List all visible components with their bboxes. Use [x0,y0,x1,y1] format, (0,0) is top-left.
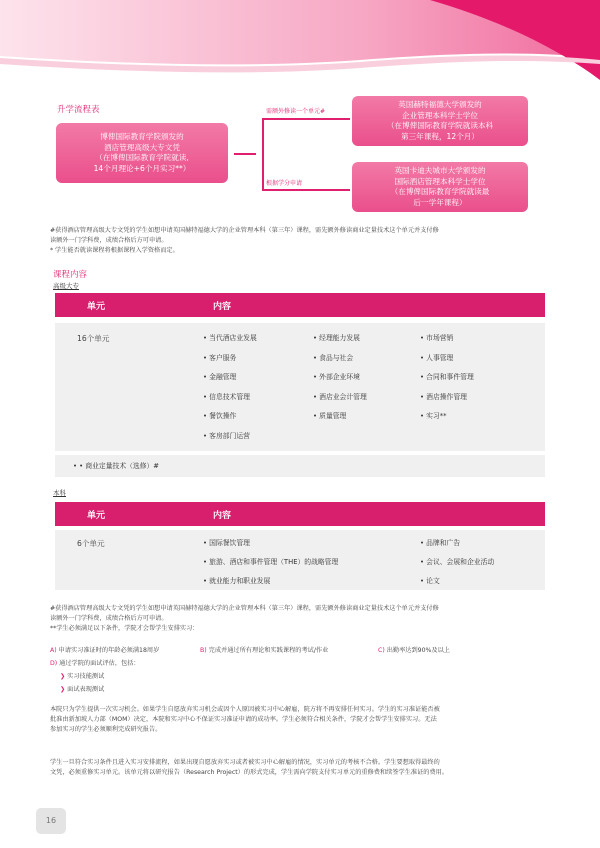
target-line: 英国赫特福德大学颁发的 [398,100,482,109]
paragraph-internship [50,705,440,735]
connector-line [262,189,350,191]
header-banner [0,0,600,82]
hertfordshire-box [352,96,528,146]
notes-bottom [50,604,439,634]
flow-title: 升学流程表 [57,105,100,115]
connector-line [262,118,350,120]
condition-d [50,659,140,669]
diploma-table-header [55,293,545,317]
paragraph-retake [50,758,448,778]
elective-item: • • 商业定量技术（选修）# [73,461,159,471]
paragraph-line: 本院只为学生提供一次实习机会。如果学生自愿放弃实习机会或因个人原因被实习中心解雇，院方将不再安排任何实习。学生的实习准证能否被 [50,706,440,713]
diploma-box-line: 酒店管理高级大专文凭 [104,142,180,152]
module-item: • 当代酒店业发展 [203,333,257,343]
chevron-right-icon: ❯ [60,686,66,693]
note-line: **学生必须满足以下条件，学院才会帮学生安排实习： [50,625,199,632]
note-line: #获得酒店管理高级大专文凭的学生如想申请英国赫特福德大学的企业管理本科（第三年）课程，需先额外修读商业定量技术这个单元并支付修 [50,605,439,612]
condition-key: C) [378,647,385,654]
module-item: • 餐饮操作 [203,411,257,421]
condition-b [200,646,328,656]
chevron-right-icon: ❯ [60,673,66,680]
note-line: #获得酒店管理高级大专文凭的学生如想申请英国赫特福德大学的企业管理本科（第三年）课程，需先额外修读商业定量技术这个单元并支付修 [50,227,439,234]
diploma-box-line: 14个月理论+6个月实习**） [93,163,191,173]
degree-table-body [55,530,545,590]
condition-subitem: 实习技能测试 [67,673,105,680]
module-item: • 旅游、酒店和事件管理（THE）的战略管理 [203,557,338,567]
module-item: • 实习** [420,411,474,421]
degree-col2 [420,538,494,586]
col-content-header: 内容 [213,302,232,312]
module-item: • 品牌和广告 [420,538,494,548]
paragraph-line: 批准由新加坡人力部（MOM）决定，本院和实习中心不保证实习准证申请的成功率。学生必须符合相关条件，学院才会帮学生安排实习。无法 [50,716,437,723]
module-item: • 外部企业环境 [313,372,367,382]
course-title: 课程内容 [53,270,88,280]
diploma-col2 [313,333,367,421]
condition-text: 通过学院的面试评估，包括： [59,660,140,667]
diploma-box-line: （在博俾国际教育学院就读, [95,153,189,162]
module-item: • 经理能力发展 [313,333,367,343]
module-item: • 国际餐饮管理 [203,538,338,548]
module-item: • 会议、会展和企业活动 [420,557,494,567]
condition-a [50,646,159,656]
target-line: 英国卡迪夫城市大学颁发的 [394,166,486,175]
module-item: • 合同和事件管理 [420,372,474,382]
paragraph-line: 文凭，必须重修实习单元。该单元将以研究报告（Research Project）的形式完成，学生需向学院支付实习单元的重修费和续签学生准证的费用。 [50,769,449,776]
paragraph-line: 参加实习的学生必须顺利完成研究报告。 [50,726,162,733]
note-line: 读额外一门学科费，成绩合格后方可申请。 [50,237,168,244]
condition-text: 出勤率达到90%及以上 [386,647,450,654]
condition-text: 申请实习准证时的年龄必须满18周岁 [58,647,160,654]
note-line: 读额外一门学科费，成绩合格后方可申请。 [50,615,168,622]
diploma-col1 [203,333,257,441]
connector-line [234,153,256,155]
condition-c [378,646,450,656]
cardiff-box [352,162,528,212]
module-item: • 质量管理 [313,411,367,421]
condition-d-item [60,672,104,682]
degree-label: 本科 [53,489,66,497]
target-line: 国际酒店管理本科学士学位 [394,176,486,186]
module-item: • 就业能力和职业发展 [203,576,338,586]
diploma-box-line: 博俾国际教育学院颁发的 [100,132,184,141]
diploma-table-body [55,323,545,451]
col-unit-header: 单元 [87,511,106,521]
module-item: • 信息技术管理 [203,392,257,402]
paragraph-line: 学生一旦符合实习条件且进入实习安排流程，如果出现自愿放弃实习或者被实习中心解雇的情况，实习单元的考核不合格。学生要想取得最终的 [50,759,440,766]
module-item: • 论文 [420,576,494,586]
diploma-col3 [420,333,474,421]
diploma-box [56,123,228,183]
diploma-units: 16个单元 [77,334,110,343]
col-content-header: 内容 [213,511,232,521]
target-line: 企业管理本科学士学位 [402,110,478,120]
degree-units: 6个单元 [77,539,105,548]
condition-key: D) [50,660,58,667]
condition-subitem: 面试表现测试 [67,686,105,693]
module-item: • 酒店操作管理 [420,392,474,402]
page-number: 16 [36,808,66,834]
degree-col1 [203,538,338,586]
target-line: 第三年课程，12个月） [400,131,479,141]
col-unit-header: 单元 [87,302,106,312]
branch-bottom-label: 根据学分申请 [266,180,303,187]
module-item: • 客房部门运营 [203,431,257,441]
branch-top-label: 需额外修读一个单元# [266,108,326,115]
diploma-label: 高级大专 [53,282,79,290]
module-item: • 客户服务 [203,353,257,363]
module-item: • 人事管理 [420,353,474,363]
note-line: * 学生能否就读课程将根据课程入学资格而定。 [50,247,179,254]
module-item: • 食品与社会 [313,353,367,363]
module-item: • 金融管理 [203,372,257,382]
target-line: （在博俾国际教育学院就读本科 [386,121,494,130]
target-line: 后一学年课程） [413,197,467,207]
module-item: • 酒店业会计管理 [313,392,367,402]
condition-key: B) [200,647,207,654]
condition-text: 完成并通过所有理论和实践课程的考试/作业 [208,647,329,654]
module-item: • 市场营销 [420,333,474,343]
condition-d-item [60,685,104,695]
target-line: （在博俾国际教育学院就读最 [390,187,490,196]
connector-line [262,118,264,190]
condition-key: A) [50,647,57,654]
degree-table-header [55,502,545,526]
notes-top [50,226,439,256]
diploma-elective-row [55,455,545,477]
